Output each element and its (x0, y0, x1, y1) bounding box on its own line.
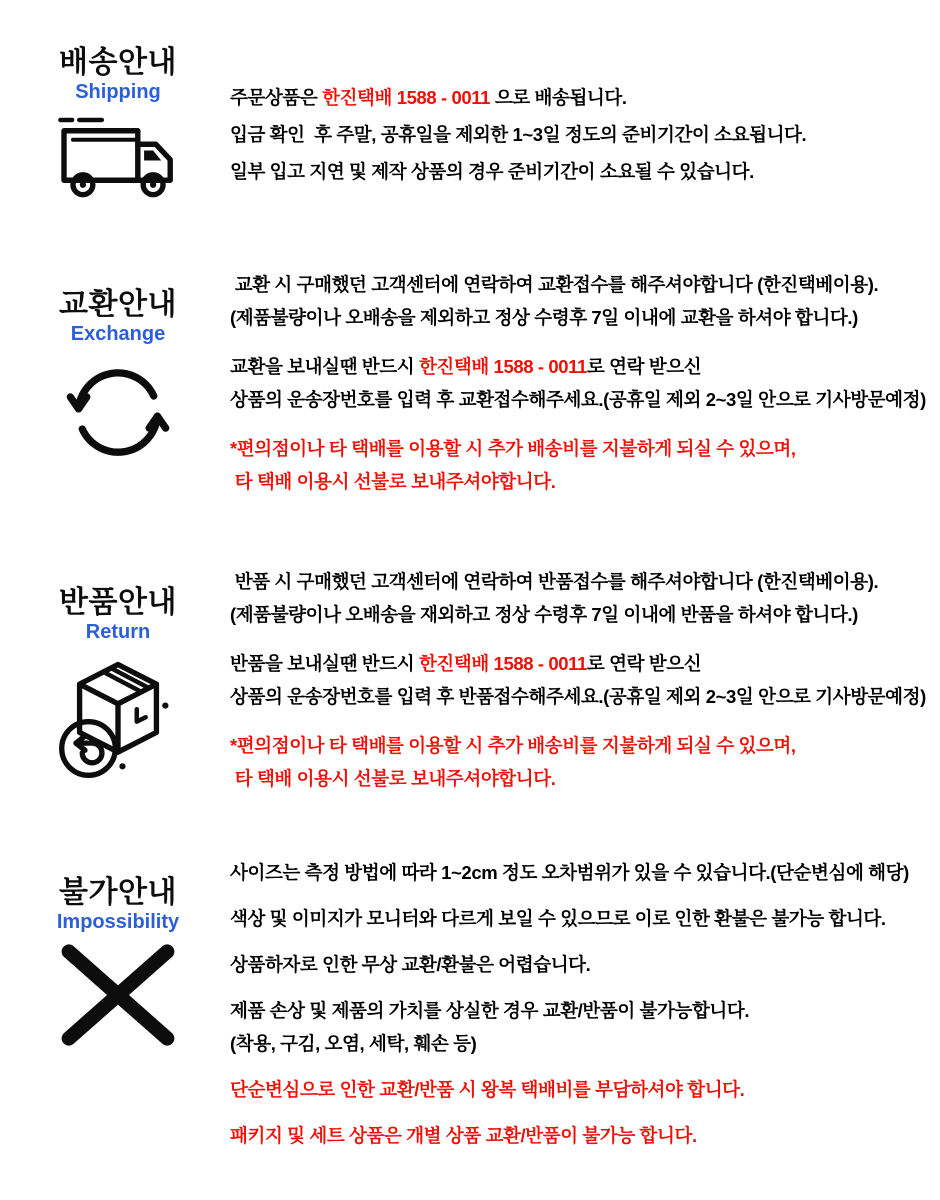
highlight-text: 한진택배 1588 - 0011 (418, 356, 587, 377)
paragraph (230, 432, 940, 498)
paragraph (230, 1073, 940, 1106)
section-impossibility-text (230, 856, 940, 1165)
highlight-text: 패키지 및 세트 상품은 개별 상품 교환/반품이 불가능 합니다. (230, 1125, 697, 1146)
paragraph (230, 1119, 940, 1152)
return-box-icon (38, 652, 198, 786)
text-segment: 상품하자로 인한 무상 교환/환불은 어렵습니다. (230, 954, 591, 975)
section-subtitle: Exchange (70, 323, 166, 345)
text-line (230, 598, 940, 631)
truck-icon (38, 112, 198, 208)
text-segment: 상품의 운송장번호를 입력 후 교환접수해주세요.(공휴일 제외 2~3일 안으로 기사방문예정) (230, 389, 926, 410)
paragraph (230, 856, 940, 889)
text-line (230, 994, 940, 1027)
text-line (230, 680, 940, 713)
text-segment: 입금 확인 후 주말, 공휴일을 제외한 1~3일 정도의 준비기간이 소요됩니다. (230, 124, 807, 145)
highlight-text: *편의점이나 타 택배를 이용할 시 추가 배송비를 지불하게 되실 수 있으며, (230, 438, 796, 459)
text-line (230, 1027, 940, 1060)
text-line (230, 432, 940, 465)
text-segment: 제품 손상 및 제품의 가치를 상실한 경우 교환/반품이 불가능합니다. (230, 1000, 750, 1021)
text-line (230, 762, 940, 795)
text-segment: 교환을 보내실땐 반드시 (230, 356, 419, 377)
text-segment: 색상 및 이미지가 모니터와 다르게 보일 수 있으므로 이로 인한 환불은 불가능 합니다. (230, 908, 886, 929)
highlight-text: 한진택배 1588 - 0011 (418, 653, 587, 674)
paragraph (230, 118, 940, 151)
section-return-text (230, 565, 940, 811)
highlight-text: 단순변심으로 인한 교환/반품 시 왕복 택배비를 부담하셔야 합니다. (230, 1079, 745, 1100)
text-line (230, 1073, 940, 1106)
text-line (230, 1119, 940, 1152)
paragraph (230, 994, 940, 1060)
section-exchange-header (38, 288, 198, 472)
section-exchange-text (230, 268, 940, 514)
highlight-text: 한진택배 1588 - 0011 (322, 87, 491, 108)
paragraph (230, 81, 940, 114)
paragraph (230, 948, 940, 981)
paragraph (230, 729, 940, 795)
text-segment: 주문상품은 (230, 87, 323, 108)
text-segment: 로 연락 받으신 (586, 653, 702, 674)
text-segment: 반품을 보내실땐 반드시 (230, 653, 419, 674)
section-title: 불가안내 (59, 876, 177, 909)
text-line (230, 301, 940, 334)
text-line (230, 81, 940, 114)
text-line (230, 268, 940, 301)
text-segment: 반품 시 구매했던 고객센터에 연락하여 반품접수를 해주셔야합니다 (한진택베이용). (230, 571, 879, 592)
section-title: 배송안내 (59, 46, 177, 79)
text-segment: (착용, 구김, 오염, 세탁, 훼손 등) (230, 1033, 477, 1054)
section-subtitle: Impossibility (56, 911, 180, 933)
paragraph (230, 565, 940, 631)
x-icon (38, 942, 198, 1048)
text-line (230, 948, 940, 981)
text-segment: 사이즈는 측정 방법에 따라 1~2cm 정도 오차범위가 있을 수 있습니다.(단순변심에 해당) (230, 862, 909, 883)
text-line (230, 856, 940, 889)
paragraph (230, 350, 940, 416)
text-line (230, 350, 940, 383)
paragraph (230, 268, 940, 334)
section-title: 반품안내 (59, 586, 177, 619)
section-title: 교환안내 (59, 288, 177, 321)
paragraph (230, 647, 940, 713)
highlight-text: 타 택배 이용시 선불로 보내주셔야합니다. (230, 768, 556, 789)
text-line (230, 902, 940, 935)
text-segment: 상품의 운송장번호를 입력 후 반품접수해주세요.(공휴일 제외 2~3일 안으로 기사방문예정) (230, 686, 926, 707)
text-line (230, 155, 940, 188)
text-line (230, 647, 940, 680)
section-subtitle: Return (85, 621, 151, 643)
text-segment: 으로 배송됩니다. (490, 87, 627, 108)
section-impossibility-header (38, 876, 198, 1048)
text-segment: 로 연락 받으신 (586, 356, 702, 377)
highlight-text: 타 택배 이용시 선불로 보내주셔야합니다. (230, 471, 556, 492)
paragraph (230, 155, 940, 188)
text-segment: 일부 입고 지연 및 제작 상품의 경우 준비기간이 소요될 수 있습니다. (230, 161, 754, 182)
text-segment: (제품불량이나 오배송을 제외하고 정상 수령후 7일 이내에 교환을 하셔야 합니다.) (230, 307, 858, 328)
text-line (230, 729, 940, 762)
exchange-arrows-icon (38, 354, 198, 472)
section-shipping-header (38, 46, 198, 208)
text-segment: (제품불량이나 오배송을 재외하고 정상 수령후 7일 이내에 반품을 하셔야 합니다.) (230, 604, 858, 625)
text-line (230, 383, 940, 416)
paragraph (230, 902, 940, 935)
text-segment: 교환 시 구매했던 고객센터에 연락하여 교환접수를 해주셔야합니다 (한진택베이용). (230, 274, 879, 295)
text-line (230, 118, 940, 151)
highlight-text: *편의점이나 타 택배를 이용할 시 추가 배송비를 지불하게 되실 수 있으며, (230, 735, 796, 756)
section-subtitle: Shipping (75, 81, 161, 103)
section-return-header (38, 586, 198, 786)
text-line (230, 565, 940, 598)
text-line (230, 465, 940, 498)
section-shipping-text (230, 81, 940, 192)
